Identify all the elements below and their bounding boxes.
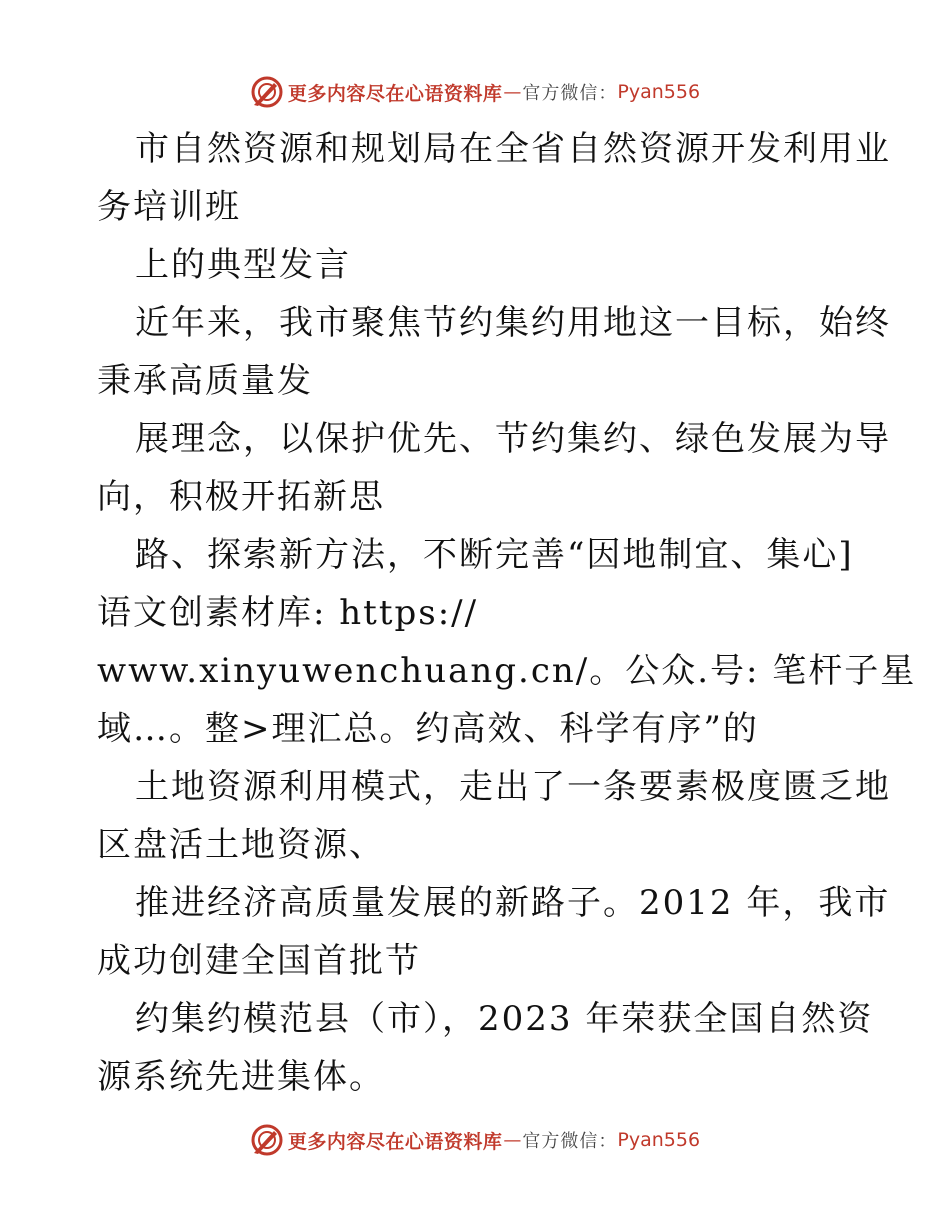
text-line: 向，积极开拓新思	[97, 477, 385, 517]
text-line: 秉承高质量发	[97, 361, 313, 401]
text-line: 务培训班	[97, 187, 241, 227]
document-body	[97, 120, 917, 1106]
watermark-main-text: 更多内容尽在心语资料库	[287, 1130, 503, 1153]
text-line: 上的典型发言	[135, 245, 351, 285]
text-line: 语文创素材库: https://	[97, 593, 479, 633]
text-line: 推进经济高质量发展的新路子。2012 年，我市	[135, 883, 891, 923]
text-line: 土地资源利用模式，走出了一条要素极度匮乏地	[135, 767, 891, 807]
watermark-dash: —	[503, 1129, 522, 1151]
text-line: 近年来，我市聚焦节约集约用地这一目标，始终	[135, 303, 891, 343]
text-line: 市自然资源和规划局在全省自然资源开发利用业	[135, 129, 891, 169]
text-line: 展理念，以保护优先、节约集约、绿色发展为导	[135, 419, 891, 459]
header-watermark	[0, 72, 950, 112]
quill-logo-icon	[250, 1123, 284, 1157]
text-line: 路、探索新方法，不断完善“因地制宜、集心]	[135, 535, 854, 575]
text-line: www.xinyuwenchuang.cn/。公众.号: 笔杆子星	[97, 651, 917, 691]
text-line: 区盘活土地资源、	[97, 825, 385, 865]
watermark-main-text: 更多内容尽在心语资料库	[287, 82, 503, 105]
watermark-wechat-id: Pyan556	[617, 1129, 701, 1151]
footer-watermark	[0, 1120, 950, 1160]
text-line: 域…。整>理汇总。约高效、科学有序”的	[97, 709, 759, 749]
watermark-wechat-label: 官方微信：	[522, 1131, 618, 1152]
text-line: 约集约模范县（市），2023 年荣获全国自然资	[135, 999, 874, 1039]
watermark-dash: —	[503, 81, 522, 103]
text-line: 成功创建全国首批节	[97, 941, 421, 981]
watermark-wechat-id: Pyan556	[617, 81, 701, 103]
quill-logo-icon	[250, 75, 284, 109]
watermark-wechat-label: 官方微信：	[522, 83, 618, 104]
text-line: 源系统先进集体。	[97, 1057, 385, 1097]
